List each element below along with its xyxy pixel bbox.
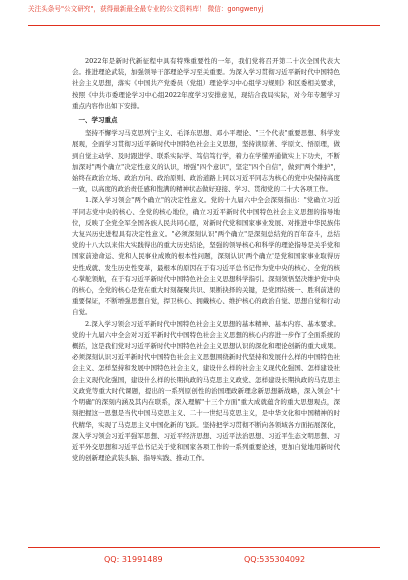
top-banner	[28, 6, 380, 40]
footer-qq-left: QQ: 31991489	[104, 555, 163, 564]
body-paragraph: 2.深入学习领会习近平新时代中国特色社会主义思想的基本精神、基本内容、基本要求。党的十九届六中全会对习近平新时代中国特色社会主义思想的核心内容进一步作了全面系统的概括，这是我们党对习近平新时代中国特色社会主义思想认识的深化和理论创新的重大成果。必须深刻认识习近平新时代中国特色社会主义思想围绕新时代坚持和发展什么样的中国特色社会主义、怎样坚持和发展中国特色社会主义，建设什么样的社会主义现代化强国、怎样建设社会主义现代化强国，建设什么样的长期执政的马克思主义政党、怎样建设长期执政的马克思主义政党等重大时代课题，提出的一系列原创性的治国理政新理念新思想新战略，深入领会"十个明确"的深刻内涵及其内在联系，深入理解"十三个方面"重大成就蕴含的重大思想观点，深刻把握这一思想是当代中国马克思主义、二十一世纪马克思主义，是中华文化和中国精神的时代精华，实现了马克思主义中国化新的飞跃。坚持把学习贯彻不断向各领域各方面拓展深化，深入学习领会习近平强军思想、习近平经济思想、习近平法治思想、习近平生态文明思想、习近平外交思想和习近平总书记关于党和国家各项工作的一系列重要论述，更加自觉地用新时代党的创新理论武装头脑、指导实践、推动工作。	[72, 319, 340, 463]
banner-divider	[28, 25, 380, 26]
footer-qq-right: QQ:535304092	[244, 555, 306, 564]
body-paragraph: 坚持不懈学习马克思列宁主义、毛泽东思想、邓小平理论、"三个代表"重要思想、科学发展观，全面学习贯彻习近平新时代中国特色社会主义思想，坚持读原著、学原文、悟原理，做到自觉主动学、及时跟进学、联系实际学、笃信笃行学，着力在学懂弄通做实上下功夫，不断加深对"两个确立"决定性意义的认识，增强"四个意识"，坚定"四个自信"，做到"两个维护"，始终在政治立场、政治方向、政治原则、政治道路上同以习近平同志为核心的党中央保持高度一致，以高度的政治责任感和饱满的精神状态做好迎接、学习、贯彻党的二十大各项工作。	[72, 129, 340, 194]
footer-bar	[28, 547, 380, 570]
document-body	[72, 56, 340, 464]
intro-paragraph: 2022年是新时代新征程中具有特殊重要性的一年，我们党将召开第二十次全国代表大会。推进理论武装，加强领导干部理论学习至关重要。为深入学习贯彻习近平新时代中国特色社会主义思想，落实《中国共产党委员（党组）理论学习中心组学习规则》和区委相关要求，按照《中共市委理论学习中心组2022年度学习安排意见，现结合我局实际，对今年专题学习重点内容作出如下安排。	[72, 57, 340, 110]
section-heading: 一、学习重点	[78, 116, 118, 125]
body-paragraph: 1.深入学习领会"两个确立"的决定性意义。党的十九届六中全会深刻指出："党确立习近平同志党中央的核心、全党的核心地位，确立习近平新时代中国特色社会主义思想的指导地位，反映了全党全军全国各族人民共同心愿，对新时代党和国家事业发展、对推进中华民族伟大复兴历史进程具有决定性意义。"必须深刻认识"两个确立"是深刻总结党的百年奋斗，总结党的十八大以来伟大实践得出的重大历史结论，坚强的领导核心和科学的理论指导是关乎党和国家前途命运、党和人民事业成败的根本性问题，深刻认识'两个确立'是党和国家事业取得历史性成就、发生历史性变革，最根本的原因在于有习近平总书记作为党中央的核心、全党的核心掌舵领航，在于有习近平新时代中国特色社会主义思想科学指引。深刻领悟坚决维护党中央的核心，全党的核心是党在重大时刻凝聚共识、果断抉择的关键，是党团结统一、胜利前进的重要保证，不断增强思想自觉，捍卫核心、拥戴核心、维护核心的政治自觉、思想自觉和行动自觉。	[72, 196, 340, 317]
banner-text: 关注头条号"公文研究"，获得最新最全最专业的公文资料库！ 微信：gongwenyj	[28, 5, 264, 13]
